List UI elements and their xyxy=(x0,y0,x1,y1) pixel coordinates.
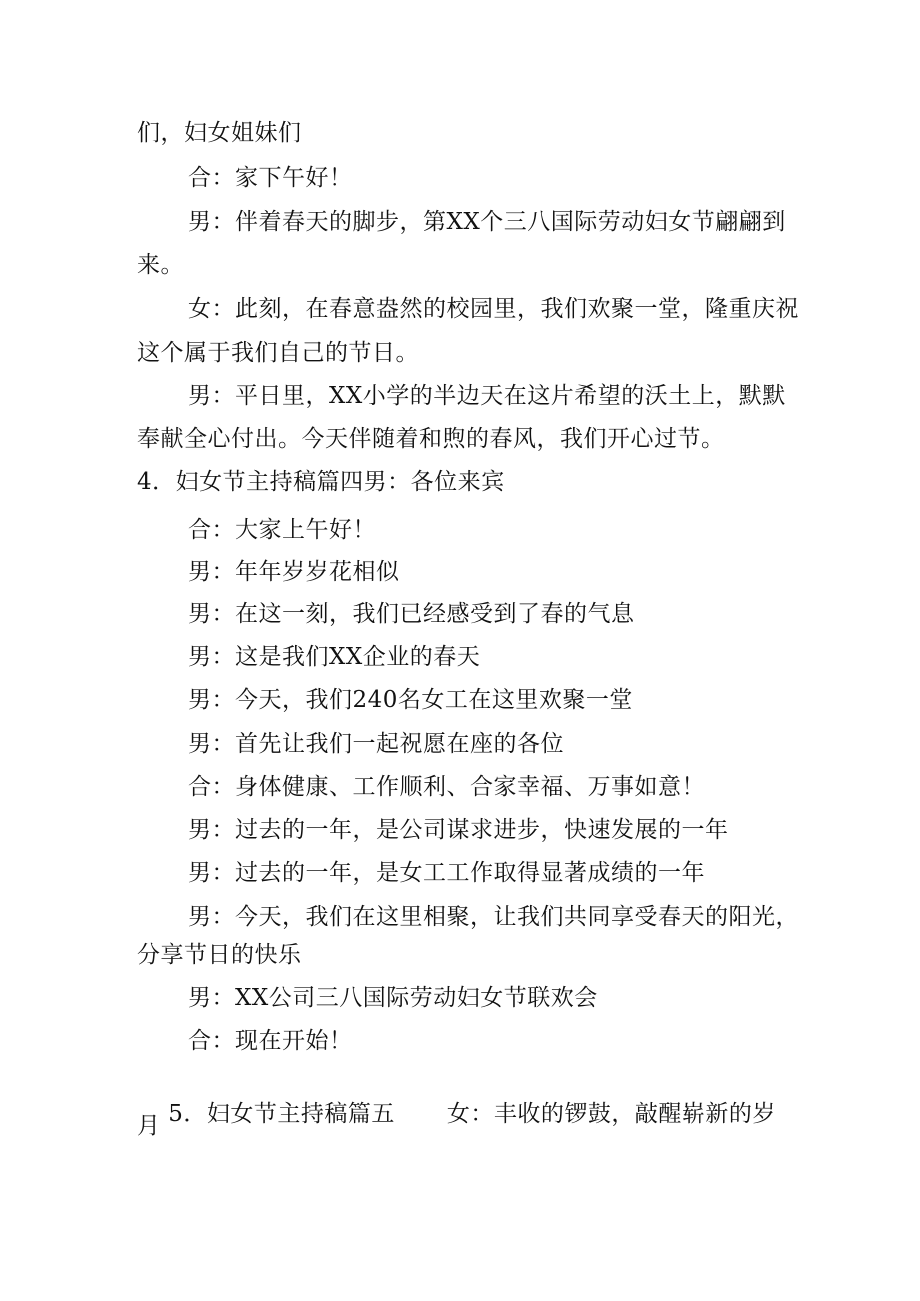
text-line: 奉献全心付出。今天伴随着和煦的春风，我们开心过节。 xyxy=(137,426,725,452)
text-line: 女：此刻，在春意盎然的校园里，我们欢聚一堂，隆重庆祝 xyxy=(188,296,799,322)
text-line: 男：XX公司三八国际劳动妇女节联欢会 xyxy=(188,985,598,1011)
text-line: 男：平日里，XX小学的半边天在这片希望的沃土上，默默 xyxy=(188,383,786,409)
text-line: 月 xyxy=(137,1113,161,1139)
text-line: 合：身体健康、工作顺利、合家幸福、万事如意！ xyxy=(188,774,705,800)
text-line: 男：今天，我们240名女工在这里欢聚一堂 xyxy=(188,687,633,713)
heading-text: 女：丰收的锣鼓，敲醒崭新的岁 xyxy=(446,1101,776,1127)
text-line: 男：今天，我们在这里相聚，让我们共同享受春天的阳光， xyxy=(188,904,799,930)
text-line: 们，妇女姐妹们 xyxy=(137,120,302,146)
text-line: 男：伴着春天的脚步，第XX个三八国际劳动妇女节翩翩到 xyxy=(188,209,786,235)
text-line: 男：在这一刻，我们已经感受到了春的气息 xyxy=(188,601,635,627)
section-heading: 4．妇女节主持稿篇四男：各位来宾 xyxy=(137,469,505,495)
text-line: 男：首先让我们一起祝愿在座的各位 xyxy=(188,731,564,757)
section-heading xyxy=(137,1069,776,1159)
text-line: 分享节日的快乐 xyxy=(137,942,302,968)
text-line: 男：过去的一年，是公司谋求进步，快速发展的一年 xyxy=(188,817,729,843)
heading-title: 5．妇女节主持稿篇五 xyxy=(168,1101,395,1127)
text-line: 男：年年岁岁花相似 xyxy=(188,559,400,585)
text-line: 来。 xyxy=(137,252,184,278)
text-line: 男：这是我们XX企业的春天 xyxy=(188,644,481,670)
text-line: 合：现在开始！ xyxy=(188,1028,353,1054)
text-line: 这个属于我们自己的节日。 xyxy=(137,340,419,366)
text-line: 男：过去的一年，是女工工作取得显著成绩的一年 xyxy=(188,860,705,886)
text-line: 合：大家上午好！ xyxy=(188,517,376,543)
text-line: 合：家下午好！ xyxy=(188,165,353,191)
